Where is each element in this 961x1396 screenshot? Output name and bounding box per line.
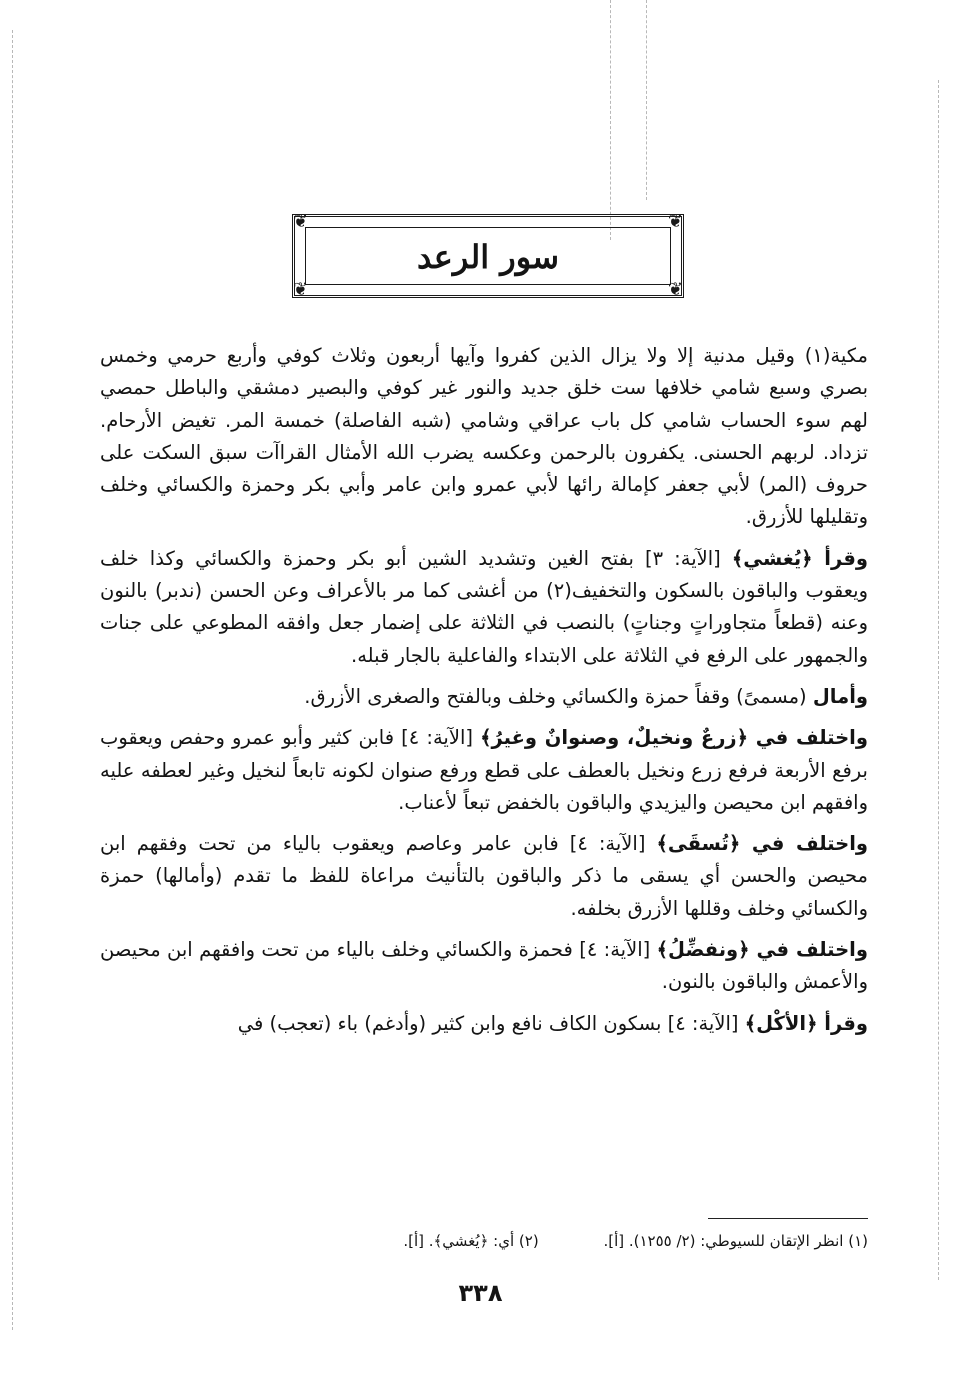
ornament-corner-icon: ❦ (293, 211, 309, 232)
sura-title-frame (292, 211, 684, 300)
paragraph-text: (مسمىً) وقفاً حمزة والكسائي وخلف وبالفتح والصغرى الأزرق. (304, 684, 813, 708)
paragraph (100, 1008, 868, 1040)
paragraph (100, 340, 868, 534)
footnotes (100, 1230, 868, 1252)
paragraph-text: [الآية: ٤] فابن عامر وعاصم ويعقوب بالياء من تحت وفقهم ابن محيصن والحسن أي يسقى ما ذكر والباقون بالتأنيث مراعاة للفظ ما تقدم (وأمالها) حمزة والكسائي وخلف وقللها الأزرق بخلفه. (100, 832, 868, 920)
paragraph-lead: واختلف في ﴿تُسقَى﴾ (656, 832, 868, 856)
scan-margin-line (646, 0, 647, 200)
paragraph-text: [الآية: ٤] بسكون الكاف نافع وابن كثير (وأدغم) باء (تعجب) في (237, 1011, 745, 1035)
ornament-corner-icon: ❦ (667, 211, 683, 232)
footnote-separator (708, 1218, 868, 1219)
scan-margin-line (610, 0, 611, 240)
paragraph (100, 828, 868, 925)
paragraph-text: [الآية: ٤] فحمزة والكسائي وخلف بالياء من تحت وافقهم ابن محيصن والأعمش والباقون بالنون. (100, 938, 868, 994)
page-number: ٣٣٨ (458, 1279, 503, 1307)
paragraph-lead: وقرأ ﴿الأكْل﴾ (744, 1011, 868, 1035)
scan-margin-line (12, 30, 13, 1330)
ornament-corner-icon: ❦ (667, 279, 683, 300)
paragraph (100, 681, 868, 713)
paragraph-lead: واختلف في ﴿ونفضِّلُ﴾ (656, 938, 868, 962)
scan-margin-line (938, 80, 939, 1280)
paragraph-lead: وقرأ ﴿يُغشي﴾ (731, 546, 868, 570)
footnote: (٢) أي: ﴿يُغشي﴾. [أ]. (403, 1232, 539, 1250)
paragraph (100, 543, 868, 672)
ornament-corner-icon: ❦ (293, 279, 309, 300)
sura-title: سور الرعد (416, 238, 560, 276)
paragraph (100, 934, 868, 999)
paragraph-lead: واختلف في ﴿زرعٌ ونخيلٌ، وصنوانٌ وغيرُ﴾ (480, 726, 868, 750)
paragraph-text: [الآية: ٣] بفتح الغين وتشديد الشين أبو بكر وحمزة والكسائي وكذا خلف ويعقوب والباقون بالسكون والتخفيف(٢) من أغشى كما مر بالأعراف وعن الحسن (ندبر) بالنون وعنه (قطعاً متجاوراتٍ وجناتٍ) بالنصب في الثلاثة على إضمار جعل وافقه المطوعي على جنات والجمهور على الرفع في الثلاثة على الابتداء والفاعلية بالجار قبله. (100, 546, 868, 667)
paragraph-lead: وأمال (812, 684, 868, 708)
main-text (100, 340, 868, 1049)
footnote: (١) انظر الإتقان للسيوطي: (٢/ ١٢٥٥). [أ]. (603, 1232, 868, 1250)
paragraph-text: مكية(١) وقيل مدنية إلا ولا يزال الذين كفروا وآيها أربعون وثلاث كوفي وأربع حرمي وخمس بصري وسبع شامي خلافها ست خلق جديد والنور غير كوفي والبصير دمشقي والباطل حمصي لهم سوء الحساب شامي كل باب عراقي وشامي (شبه الفاصلة) خمسة المر. تغيض الأرحام. تزداد. لربهم الحسنى. يكفرون بالرحمن وعكسه يضرب الله الأمثال القراآت سبق السكت على حروف (المر) لأبي جعفر كإمالة رائها لأبي عمرو وابن عامر وأبي بكر وحمزة والكسائي وخلف وتقليلها للأزرق. (100, 344, 868, 529)
paragraph-text: [الآية: ٤] فابن كثير وأبو عمرو وحفص ويعقوب برفع الأربعة فرفع زرع ونخيل بالعطف على قطع ورفع صنوان لكونه تابعاً لنخيل وغير لعطفه عليه وافقهم ابن محيصن واليزيدي والباقون بالخفض تبعاً لأعناب. (100, 726, 868, 814)
paragraph (100, 722, 868, 819)
